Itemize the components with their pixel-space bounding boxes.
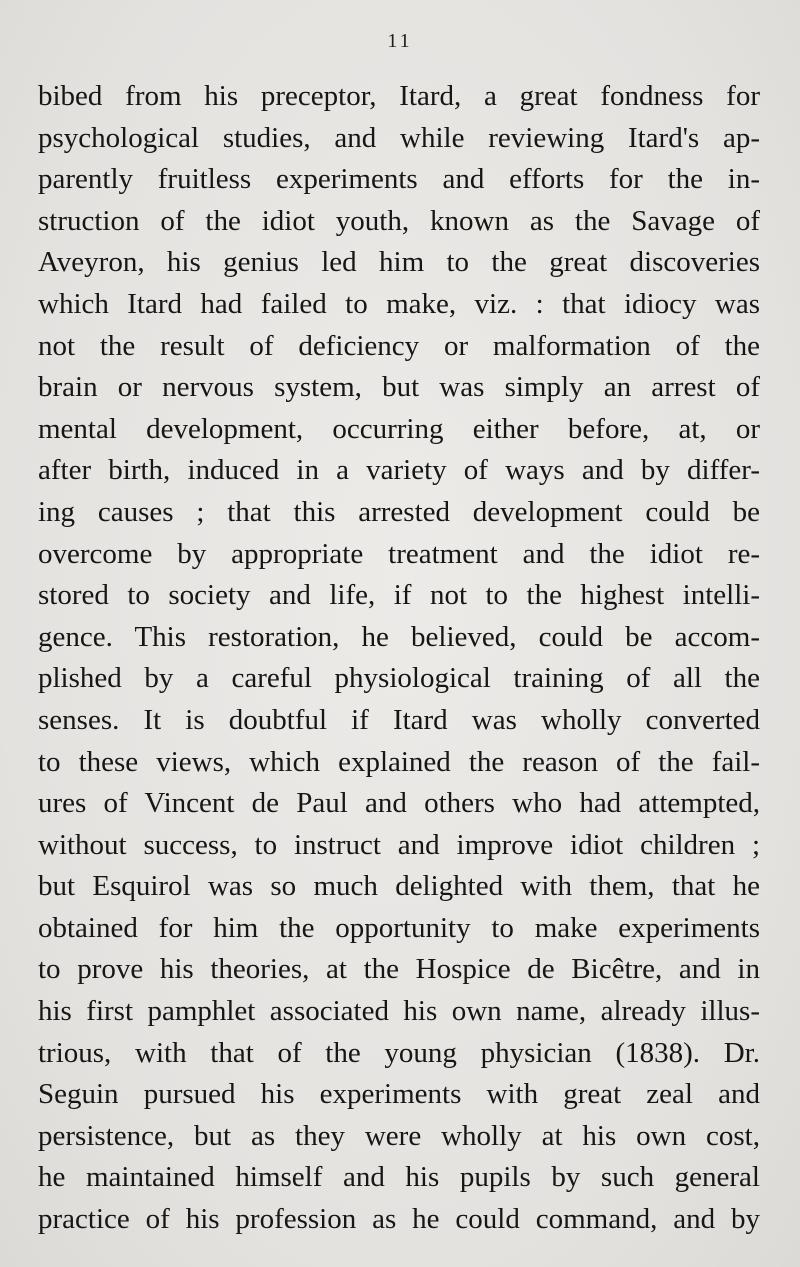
text-line: overcome by appropriate treatment and the idiot re- [38, 537, 760, 570]
text-line: ures of Vincent de Paul and others who had attempted, [38, 787, 760, 820]
text-line: gence. This restoration, he believed, could be accom- [38, 620, 760, 653]
text-line: brain or nervous system, but was simply an arrest of [38, 371, 760, 404]
text-line: struction of the idiot youth, known as the Savage of [38, 204, 760, 237]
text-line: senses. It is doubtful if Itard was wholly converted [38, 703, 760, 736]
text-line: to prove his theories, at the Hospice de Bicêtre, and in [38, 953, 760, 986]
text-line: trious, with that of the young physician (1838). Dr. [38, 1036, 760, 1069]
text-line: his first pamphlet associated his own name, already illus- [38, 995, 760, 1028]
text-line: ing causes ; that this arrested development could be [38, 495, 760, 528]
text-line: persistence, but as they were wholly at his own cost, [38, 1119, 760, 1152]
text-line: stored to society and life, if not to the highest intelli- [38, 579, 760, 612]
text-line: practice of his profession as he could command, and by [38, 1203, 760, 1236]
text-line: plished by a careful physiological training of all the [38, 662, 760, 695]
text-line: Aveyron, his genius led him to the great discoveries [38, 246, 760, 279]
text-line: but Esquirol was so much delighted with them, that he [38, 870, 760, 903]
text-line: obtained for him the opportunity to make experiments [38, 911, 760, 944]
text-line: Seguin pursued his experiments with great zeal and [38, 1078, 760, 1111]
text-line: parently fruitless experiments and efforts for the in- [38, 163, 760, 196]
text-line: mental development, occurring either before, at, or [38, 412, 760, 445]
body-text [38, 76, 760, 1241]
page-number: 11 [387, 30, 413, 52]
text-line: without success, to instruct and improve idiot children ; [38, 828, 760, 861]
text-line: not the result of deficiency or malformation of the [38, 329, 760, 362]
text-line: to these views, which explained the reason of the fail- [38, 745, 760, 778]
text-line: bibed from his preceptor, Itard, a great fondness for [38, 80, 760, 112]
text-line: he maintained himself and his pupils by such general [38, 1161, 760, 1194]
text-line: which Itard had failed to make, viz. : that idiocy was [38, 287, 760, 320]
text-line: psychological studies, and while reviewing Itard's ap- [38, 121, 760, 154]
text-line: after birth, induced in a variety of ways and by differ- [38, 454, 760, 487]
